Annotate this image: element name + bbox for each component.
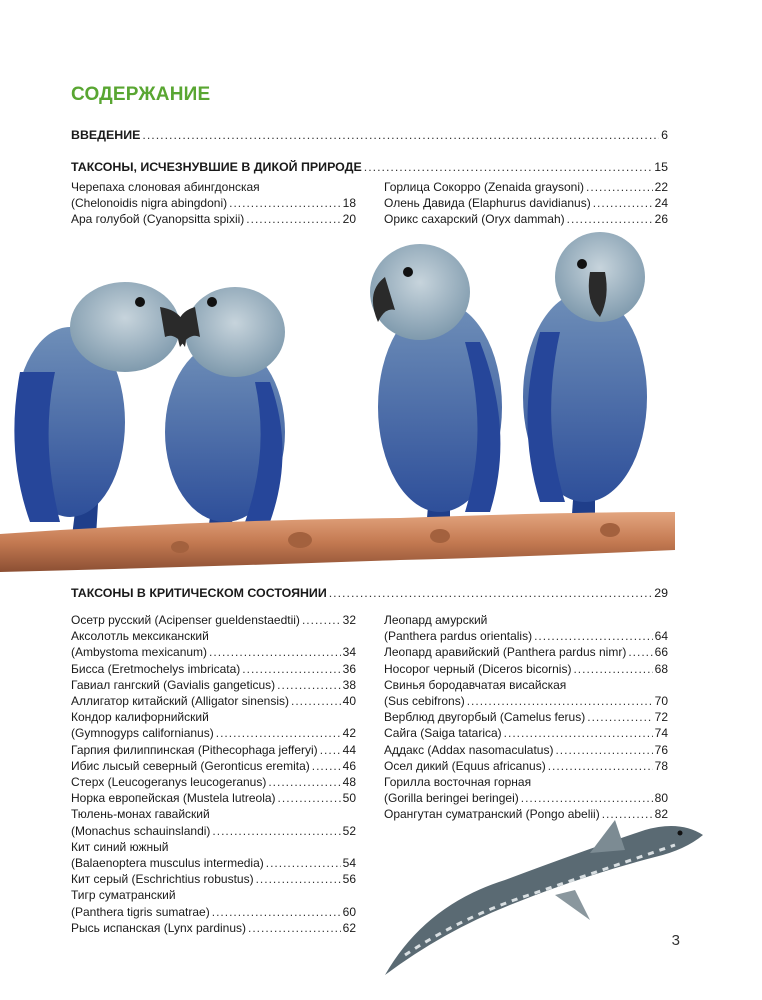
toc-entry-name: Орикс сахарский (Oryx dammah) <box>384 212 565 227</box>
parrot-1 <box>14 282 186 522</box>
toc-entry-title: Аксолотль мексиканский <box>71 629 209 644</box>
toc-entry-name: Орангутан суматранский (Pongo abelii) <box>384 807 600 822</box>
toc-entry-title: Черепаха слоновая абингдонская <box>71 180 260 194</box>
dot-leader <box>586 179 653 195</box>
toc-entry-page: 54 <box>342 856 356 871</box>
toc-intro-label: ВВЕДЕНИЕ <box>71 128 141 142</box>
dot-leader <box>268 774 340 790</box>
dot-leader <box>256 871 341 887</box>
dot-leader <box>534 628 653 644</box>
dot-leader <box>291 693 341 709</box>
toc-entry-page: 60 <box>342 904 356 919</box>
toc-entry-page: 38 <box>342 677 356 692</box>
toc-entry-page: 76 <box>654 742 668 757</box>
toc-entry[interactable] <box>71 758 356 774</box>
section2-left-column <box>71 612 356 936</box>
toc-entry[interactable] <box>384 661 668 677</box>
toc-entry-title: Кит синий южный <box>71 839 169 854</box>
parrot-2 <box>165 287 285 522</box>
toc-entry-page: 24 <box>654 196 668 211</box>
toc-entry-name: Гавиал гангский (Gavialis gangeticus) <box>71 677 276 692</box>
toc-entry-name: (Chelonoidis nigra abingdoni) <box>71 196 228 211</box>
toc-entry-page: 48 <box>342 775 356 790</box>
toc-entry[interactable] <box>384 195 668 211</box>
branch <box>0 512 675 572</box>
toc-entry-name: (Ambystoma mexicanum) <box>71 645 208 660</box>
toc-entry-title: Тигр суматранский <box>71 888 176 903</box>
toc-entry-page: 20 <box>342 212 356 227</box>
toc-entry[interactable] <box>71 790 356 806</box>
toc-section2-heading[interactable] <box>71 585 668 601</box>
dot-leader <box>587 709 652 725</box>
toc-entry-page: 78 <box>654 758 668 773</box>
toc-intro[interactable] <box>71 127 668 143</box>
dot-leader <box>312 758 341 774</box>
dot-leader <box>212 823 340 839</box>
dot-leader <box>593 195 653 211</box>
toc-entry-name: Кит серый (Eschrichtius robustus) <box>71 872 254 887</box>
toc-entry[interactable] <box>71 628 356 660</box>
toc-entry[interactable] <box>384 774 668 806</box>
toc-entry[interactable] <box>71 709 356 741</box>
toc-entry-name: Ибис лысый северный (Geronticus eremita) <box>71 758 310 773</box>
toc-intro-page: 6 <box>661 128 668 142</box>
toc-entry[interactable] <box>384 758 668 774</box>
dot-leader <box>628 644 652 660</box>
toc-entry-name: (Balaenoptera musculus intermedia) <box>71 856 264 871</box>
dot-leader <box>248 920 341 936</box>
toc-entry-page: 22 <box>654 180 668 194</box>
toc-entry-name: Ара голубой (Cyanopsitta spixii) <box>71 212 245 227</box>
toc-entry-name: (Monachus schauinslandi) <box>71 823 211 838</box>
toc-entry[interactable] <box>384 644 668 660</box>
toc-entry[interactable] <box>71 742 356 758</box>
toc-entry-page: 82 <box>654 807 668 822</box>
toc-entry[interactable] <box>71 179 356 211</box>
toc-entry-page: 62 <box>342 920 356 935</box>
page-title: СОДЕРЖАНИЕ <box>71 84 211 105</box>
toc-entry[interactable] <box>71 677 356 693</box>
parrots-illustration <box>0 222 680 574</box>
dot-leader <box>573 661 652 677</box>
toc-entry-name: (Gorilla beringei beringei) <box>384 791 519 806</box>
dot-leader <box>548 758 653 774</box>
parrot-4 <box>523 232 647 502</box>
toc-entry-name: (Sus cebifrons) <box>384 694 465 709</box>
dot-leader <box>142 127 659 143</box>
sturgeon-illustration <box>385 805 705 985</box>
dot-leader <box>302 612 341 628</box>
toc-entry-title: Горилла восточная горная <box>384 775 532 790</box>
dot-leader <box>320 742 341 758</box>
toc-entry[interactable] <box>71 774 356 790</box>
dot-leader <box>504 725 653 741</box>
toc-entry-name: Аддакс (Addax nasomaculatus) <box>384 742 554 757</box>
toc-entry-page: 68 <box>654 661 668 676</box>
toc-entry-page: 74 <box>654 726 668 741</box>
toc-entry-page: 46 <box>342 758 356 773</box>
section2-right-column <box>384 612 668 823</box>
toc-entry[interactable] <box>384 612 668 644</box>
toc-entry-page: 26 <box>654 212 668 227</box>
toc-entry-page: 70 <box>654 694 668 709</box>
dot-leader <box>229 195 341 211</box>
toc-entry[interactable] <box>71 612 356 628</box>
dot-leader <box>212 904 341 920</box>
dot-leader <box>555 742 652 758</box>
dot-leader <box>266 855 341 871</box>
toc-entry-page: 50 <box>342 791 356 806</box>
dot-leader <box>364 159 652 175</box>
toc-entry-title: Тюлень-монах гавайский <box>71 807 210 822</box>
toc-entry[interactable] <box>71 693 356 709</box>
toc-entry-name: Носорог черный (Diceros bicornis) <box>384 661 572 676</box>
toc-entry-page: 44 <box>342 742 356 757</box>
toc-entry[interactable] <box>384 742 668 758</box>
section2-page: 29 <box>654 586 668 600</box>
section1-page: 15 <box>654 160 668 174</box>
toc-entry-page: 18 <box>342 196 356 211</box>
toc-entry-page: 40 <box>342 694 356 709</box>
dot-leader <box>209 644 341 660</box>
toc-entry-title: Кондор калифорнийский <box>71 710 209 725</box>
parrot-3 <box>370 244 502 512</box>
toc-entry-name: (Gymnogyps californianus) <box>71 726 214 741</box>
toc-entry[interactable] <box>71 839 356 871</box>
toc-entry[interactable] <box>384 677 668 709</box>
toc-entry[interactable] <box>71 887 356 919</box>
toc-entry-page: 72 <box>654 710 668 725</box>
toc-entry[interactable] <box>384 709 668 725</box>
toc-entry-page: 66 <box>654 645 668 660</box>
dot-leader <box>242 661 340 677</box>
toc-entry-page: 32 <box>342 613 356 627</box>
toc-entry-page: 36 <box>342 661 356 676</box>
toc-entry-title: Свинья бородавчатая висайская <box>384 677 567 692</box>
toc-entry-name: Леопард аравийский (Panthera pardus nimr) <box>384 645 627 660</box>
toc-entry[interactable] <box>71 920 356 936</box>
toc-entry-name: Горлица Сокорро (Zenaida graysoni) <box>384 180 585 194</box>
dot-leader <box>467 693 653 709</box>
toc-entry[interactable] <box>71 871 356 887</box>
toc-entry-page: 42 <box>342 726 356 741</box>
toc-entry-title: Леопард амурский <box>384 613 488 627</box>
toc-entry-name: Гарпия филиппинская (Pithecophaga jefferyi) <box>71 742 318 757</box>
toc-entry-name: Рысь испанская (Lynx pardinus) <box>71 920 246 935</box>
toc-entry[interactable] <box>384 179 668 195</box>
toc-entry-name: Стерх (Leucogeranys leucogeranus) <box>71 775 267 790</box>
toc-entry-page: 34 <box>342 645 356 660</box>
toc-entry-page: 52 <box>342 823 356 838</box>
toc-entry-name: Олень Давида (Elaphurus davidianus) <box>384 196 591 211</box>
toc-entry-page: 56 <box>342 872 356 887</box>
toc-entry-name: Осел дикий (Equus africanus) <box>384 758 546 773</box>
section1-left-column <box>71 179 356 228</box>
toc-entry[interactable] <box>71 661 356 677</box>
toc-entry-page: 80 <box>654 791 668 806</box>
section1-right-column <box>384 179 668 228</box>
toc-entry-name: Бисса (Eretmochelys imbricata) <box>71 661 241 676</box>
page-number: 3 <box>671 932 680 949</box>
toc-entry-name: (Panthera pardus orientalis) <box>384 629 533 644</box>
toc-entry-name: Аллигатор китайский (Alligator sinensis) <box>71 694 289 709</box>
toc-entry-name: Сайга (Saiga tatarica) <box>384 726 502 741</box>
toc-entry[interactable] <box>71 806 356 838</box>
dot-leader <box>278 790 341 806</box>
section2-label: ТАКСОНЫ В КРИТИЧЕСКОМ СОСТОЯНИИ <box>71 586 327 600</box>
toc-entry-page: 64 <box>654 629 668 644</box>
dot-leader <box>277 677 340 693</box>
toc-entry-name: Верблюд двугорбый (Camelus ferus) <box>384 710 586 725</box>
toc-entry[interactable] <box>384 725 668 741</box>
dot-leader <box>329 585 652 601</box>
toc-section1-heading[interactable] <box>71 159 668 175</box>
toc-entry-name: Осетр русский (Acipenser gueldenstaedtii) <box>71 613 300 627</box>
toc-entry-name: (Panthera tigris sumatrae) <box>71 904 210 919</box>
toc-entry-name: Норка европейская (Mustela lutreola) <box>71 791 276 806</box>
section1-label: ТАКСОНЫ, ИСЧЕЗНУВШИЕ В ДИКОЙ ПРИРОДЕ <box>71 160 362 174</box>
dot-leader <box>216 725 341 741</box>
dot-leader <box>521 790 653 806</box>
